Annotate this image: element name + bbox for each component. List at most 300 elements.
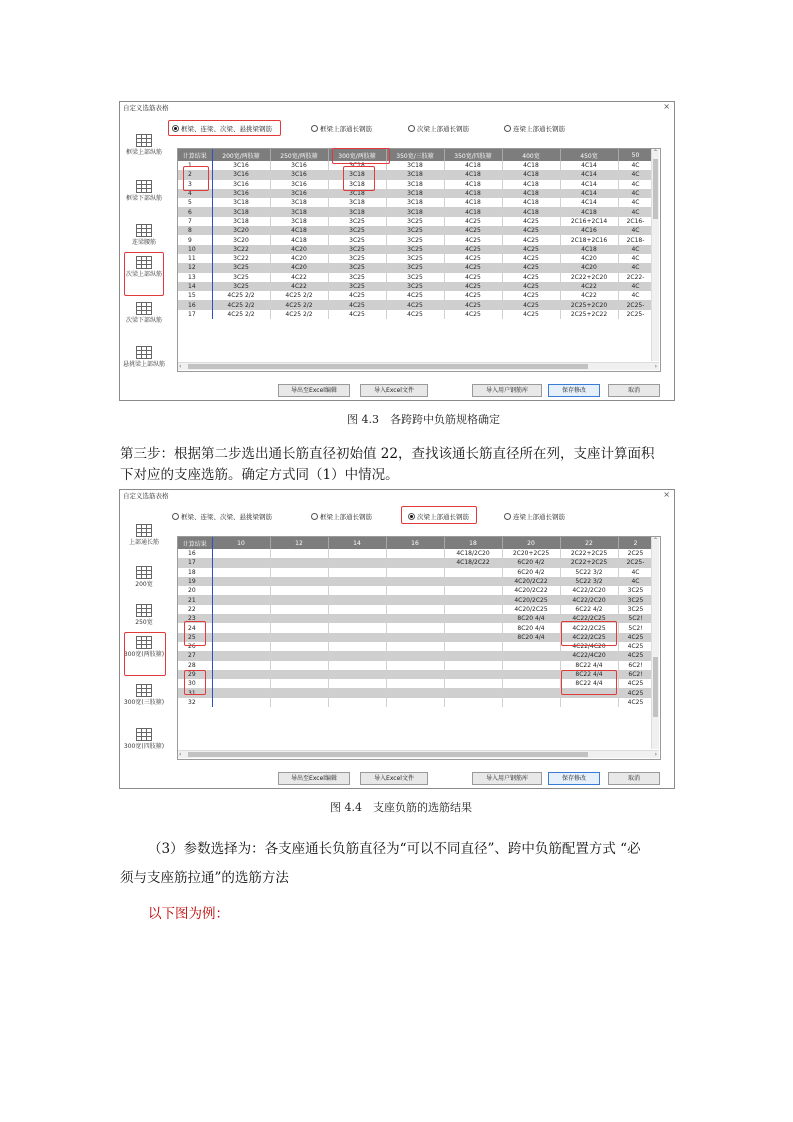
table-cell[interactable]: 4C25 xyxy=(444,245,502,254)
table-cell[interactable] xyxy=(212,670,270,679)
table-cell[interactable] xyxy=(444,577,502,586)
row-index-cell[interactable]: 17 xyxy=(178,310,212,319)
row-index-cell[interactable]: 30 xyxy=(178,679,212,688)
table-cell[interactable]: 4C18 xyxy=(444,189,502,198)
sidebar-item-cantilever-top[interactable] xyxy=(122,346,166,369)
scroll-thumb[interactable] xyxy=(188,752,588,757)
table-cell[interactable] xyxy=(386,670,444,679)
radio-link-top[interactable] xyxy=(504,124,565,133)
row-index-cell[interactable]: 8 xyxy=(178,226,212,235)
column-header-result[interactable]: 计算结果 xyxy=(178,149,212,161)
column-header[interactable]: 22 xyxy=(560,537,618,549)
table-cell[interactable]: 3C22 xyxy=(212,254,270,263)
table-cell[interactable]: 2C25- xyxy=(618,310,653,319)
radio-link-top[interactable] xyxy=(504,512,565,521)
sidebar-item-200[interactable] xyxy=(122,566,166,589)
horizontal-scrollbar[interactable] xyxy=(178,362,659,370)
row-index-cell[interactable]: 9 xyxy=(178,235,212,244)
table-cell[interactable] xyxy=(328,549,386,558)
table-row[interactable] xyxy=(178,605,653,614)
table-cell[interactable]: 4C xyxy=(618,263,653,272)
table-cell[interactable]: 4C25 xyxy=(618,651,653,660)
row-index-cell[interactable]: 7 xyxy=(178,217,212,226)
row-index-cell[interactable]: 14 xyxy=(178,282,212,291)
row-index-cell[interactable]: 2 xyxy=(178,170,212,179)
close-icon[interactable]: × xyxy=(663,490,670,499)
table-row[interactable] xyxy=(178,245,653,254)
table-row[interactable] xyxy=(178,273,653,282)
sidebar-item-secondary-bottom[interactable] xyxy=(122,302,166,325)
column-header[interactable]: 450宽 xyxy=(560,149,618,161)
table-cell[interactable]: 4C25 xyxy=(502,291,560,300)
table-cell[interactable] xyxy=(328,679,386,688)
row-index-cell[interactable]: 27 xyxy=(178,651,212,660)
table-row[interactable] xyxy=(178,235,653,244)
table-cell[interactable]: 3C16 xyxy=(270,161,328,170)
table-cell[interactable] xyxy=(502,679,560,688)
table-cell[interactable] xyxy=(502,688,560,697)
table-cell[interactable]: 4C25 2/2 xyxy=(212,291,270,300)
table-cell[interactable] xyxy=(444,688,502,697)
table-cell[interactable] xyxy=(270,698,328,707)
table-cell[interactable] xyxy=(444,642,502,651)
table-cell[interactable]: 4C25 xyxy=(502,235,560,244)
scroll-thumb[interactable] xyxy=(188,364,588,369)
table-cell[interactable]: 3C22 xyxy=(212,245,270,254)
table-cell[interactable]: 4C25 2/2 xyxy=(212,310,270,319)
table-cell[interactable]: 4C20 xyxy=(270,245,328,254)
table-cell[interactable]: 4C25 xyxy=(386,310,444,319)
table-cell[interactable]: 3C18 xyxy=(270,207,328,216)
table-cell[interactable]: 4C20/2C25 xyxy=(502,595,560,604)
sidebar-item-link-waist[interactable] xyxy=(122,224,166,247)
table-cell[interactable]: 4C18 xyxy=(270,226,328,235)
column-header[interactable]: 14 xyxy=(328,537,386,549)
table-cell[interactable]: 4C25 xyxy=(328,310,386,319)
table-cell[interactable]: 8C20 4/4 xyxy=(502,614,560,623)
table-cell[interactable]: 4C xyxy=(618,577,653,586)
table-cell[interactable] xyxy=(328,651,386,660)
export-excel-button[interactable]: 导出至Excel编辑 xyxy=(278,384,350,397)
table-row[interactable] xyxy=(178,263,653,272)
table-cell[interactable] xyxy=(212,558,270,567)
table-cell[interactable]: 4C25 2/2 xyxy=(270,291,328,300)
table-cell[interactable] xyxy=(444,698,502,707)
table-cell[interactable] xyxy=(212,698,270,707)
table-cell[interactable]: 2C25 xyxy=(618,549,653,558)
row-index-cell[interactable]: 11 xyxy=(178,254,212,263)
table-cell[interactable]: 3C25 xyxy=(212,273,270,282)
import-library-button[interactable]: 导入用户钢筋库 xyxy=(472,772,542,785)
table-cell[interactable] xyxy=(386,642,444,651)
table-cell[interactable]: 4C25 xyxy=(444,282,502,291)
table-cell[interactable] xyxy=(328,605,386,614)
table-cell[interactable] xyxy=(502,651,560,660)
cancel-button[interactable]: 取消 xyxy=(608,384,660,397)
table-cell[interactable]: 4C14 xyxy=(560,189,618,198)
table-cell[interactable] xyxy=(386,623,444,632)
table-cell[interactable]: 4C18 xyxy=(444,161,502,170)
table-cell[interactable] xyxy=(386,595,444,604)
table-cell[interactable]: 3C18 xyxy=(328,180,386,189)
table-cell[interactable]: 2C25+2C22 xyxy=(560,310,618,319)
export-excel-button[interactable]: 导出至Excel编辑 xyxy=(278,772,350,785)
table-cell[interactable]: 4C xyxy=(618,254,653,263)
table-cell[interactable]: 4C xyxy=(618,226,653,235)
table-cell[interactable] xyxy=(444,661,502,670)
table-cell[interactable]: 4C25 xyxy=(444,310,502,319)
table-cell[interactable] xyxy=(270,605,328,614)
horizontal-scrollbar[interactable] xyxy=(178,750,659,758)
close-icon[interactable]: × xyxy=(663,102,670,111)
column-header[interactable]: 20 xyxy=(502,537,560,549)
table-cell[interactable]: 4C20/2C22 xyxy=(502,586,560,595)
table-cell[interactable]: 4C20/2C25 xyxy=(502,605,560,614)
table-cell[interactable] xyxy=(386,688,444,697)
table-cell[interactable] xyxy=(212,623,270,632)
table-cell[interactable]: 4C25 xyxy=(618,698,653,707)
table-cell[interactable]: 4C xyxy=(618,189,653,198)
table-cell[interactable] xyxy=(270,558,328,567)
scroll-thumb[interactable] xyxy=(653,657,658,717)
scroll-left-icon[interactable]: ‹ xyxy=(179,363,182,370)
table-cell[interactable] xyxy=(328,698,386,707)
table-cell[interactable]: 4C xyxy=(618,180,653,189)
table-cell[interactable]: 3C25 xyxy=(212,282,270,291)
table-cell[interactable] xyxy=(444,614,502,623)
column-header[interactable]: 350宽/三肢箍 xyxy=(386,149,444,161)
table-cell[interactable]: 4C20 xyxy=(270,254,328,263)
table-cell[interactable] xyxy=(212,688,270,697)
table-cell[interactable] xyxy=(270,595,328,604)
table-cell[interactable]: 8C20 4/4 xyxy=(502,623,560,632)
table-cell[interactable]: 3C18 xyxy=(270,198,328,207)
table-cell[interactable] xyxy=(386,605,444,614)
table-row[interactable] xyxy=(178,226,653,235)
table-cell[interactable]: 3C25 xyxy=(386,254,444,263)
table-cell[interactable]: 4C25 xyxy=(502,300,560,309)
table-cell[interactable] xyxy=(270,642,328,651)
table-cell[interactable] xyxy=(502,670,560,679)
column-header[interactable]: 50 xyxy=(618,149,653,161)
row-index-cell[interactable]: 25 xyxy=(178,633,212,642)
table-cell[interactable]: 4C25 xyxy=(444,226,502,235)
table-cell[interactable]: 3C18 xyxy=(328,170,386,179)
table-row[interactable] xyxy=(178,207,653,216)
table-cell[interactable]: 4C20 xyxy=(560,263,618,272)
table-cell[interactable] xyxy=(386,586,444,595)
table-cell[interactable]: 3C25 xyxy=(328,226,386,235)
table-cell[interactable]: 3C25 xyxy=(618,586,653,595)
table-cell[interactable]: 3C18 xyxy=(386,180,444,189)
table-cell[interactable]: 4C xyxy=(618,198,653,207)
table-cell[interactable]: 4C20 xyxy=(270,263,328,272)
table-cell[interactable]: 4C xyxy=(618,245,653,254)
row-index-cell[interactable]: 29 xyxy=(178,670,212,679)
table-cell[interactable] xyxy=(328,577,386,586)
table-cell[interactable] xyxy=(386,614,444,623)
table-cell[interactable] xyxy=(212,586,270,595)
table-cell[interactable]: 3C20 xyxy=(212,235,270,244)
table-cell[interactable]: 4C25 xyxy=(502,226,560,235)
table-cell[interactable]: 3C25 xyxy=(328,254,386,263)
table-cell[interactable] xyxy=(328,661,386,670)
row-index-cell[interactable]: 20 xyxy=(178,586,212,595)
table-cell[interactable]: 4C22/4C20 xyxy=(560,651,618,660)
table-cell[interactable] xyxy=(328,614,386,623)
radio-beam-all[interactable] xyxy=(172,512,272,521)
table-cell[interactable] xyxy=(212,614,270,623)
scroll-up-icon[interactable]: ⌃ xyxy=(653,537,659,544)
table-cell[interactable]: 4C xyxy=(618,291,653,300)
table-cell[interactable]: 4C18 xyxy=(502,170,560,179)
table-cell[interactable] xyxy=(386,661,444,670)
table-cell[interactable] xyxy=(212,549,270,558)
table-cell[interactable]: 4C22 xyxy=(560,282,618,291)
scroll-thumb[interactable] xyxy=(653,159,658,219)
table-cell[interactable] xyxy=(444,595,502,604)
table-row[interactable] xyxy=(178,549,653,558)
row-index-cell[interactable]: 31 xyxy=(178,688,212,697)
table-cell[interactable]: 3C16 xyxy=(270,170,328,179)
table-cell[interactable]: 4C22/2C25 xyxy=(560,623,618,632)
table-cell[interactable]: 3C18 xyxy=(328,161,386,170)
table-cell[interactable]: 3C16 xyxy=(270,180,328,189)
table-cell[interactable] xyxy=(212,577,270,586)
table-row[interactable] xyxy=(178,661,653,670)
column-header[interactable]: 400宽 xyxy=(502,149,560,161)
table-cell[interactable] xyxy=(270,586,328,595)
table-cell[interactable]: 3C25 xyxy=(386,226,444,235)
table-cell[interactable] xyxy=(270,679,328,688)
table-row[interactable] xyxy=(178,161,653,170)
table-cell[interactable]: 3C25 xyxy=(618,605,653,614)
table-cell[interactable]: 3C25 xyxy=(212,263,270,272)
table-cell[interactable]: 3C18 xyxy=(386,198,444,207)
table-cell[interactable]: 4C25 xyxy=(328,300,386,309)
table-cell[interactable] xyxy=(212,679,270,688)
table-cell[interactable]: 4C xyxy=(618,568,653,577)
table-cell[interactable]: 3C25 xyxy=(328,263,386,272)
table-cell[interactable] xyxy=(212,642,270,651)
table-cell[interactable]: 4C25 xyxy=(502,263,560,272)
column-header[interactable]: 200宽/两肢箍 xyxy=(212,149,270,161)
table-cell[interactable]: 4C25 xyxy=(444,300,502,309)
table-cell[interactable] xyxy=(444,568,502,577)
table-row[interactable] xyxy=(178,558,653,567)
table-cell[interactable]: 4C25 xyxy=(502,245,560,254)
table-cell[interactable] xyxy=(270,670,328,679)
table-row[interactable] xyxy=(178,180,653,189)
table-cell[interactable] xyxy=(270,568,328,577)
table-cell[interactable]: 3C25 xyxy=(386,235,444,244)
table-cell[interactable]: 4C18 xyxy=(444,180,502,189)
table-cell[interactable] xyxy=(212,661,270,670)
row-index-cell[interactable]: 17 xyxy=(178,558,212,567)
radio-frame-top[interactable] xyxy=(311,124,372,133)
table-cell[interactable]: 4C25 2/2 xyxy=(212,300,270,309)
table-cell[interactable]: 2C25- xyxy=(618,300,653,309)
table-cell[interactable] xyxy=(270,651,328,660)
cancel-button[interactable]: 取消 xyxy=(608,772,660,785)
table-cell[interactable]: 4C25 xyxy=(444,273,502,282)
table-cell[interactable]: 5C22 3/2 xyxy=(560,568,618,577)
row-index-cell[interactable]: 15 xyxy=(178,291,212,300)
table-cell[interactable]: 2C16+2C14 xyxy=(560,217,618,226)
table-cell[interactable] xyxy=(444,670,502,679)
row-index-cell[interactable]: 5 xyxy=(178,198,212,207)
scroll-up-icon[interactable]: ⌃ xyxy=(653,149,659,156)
table-cell[interactable]: 4C25 xyxy=(618,633,653,642)
column-header[interactable]: 10 xyxy=(212,537,270,549)
table-cell[interactable] xyxy=(560,698,618,707)
table-cell[interactable]: 3C25 xyxy=(328,217,386,226)
table-cell[interactable]: 2C22- xyxy=(618,273,653,282)
table-cell[interactable]: 8C22 4/4 xyxy=(560,661,618,670)
table-cell[interactable] xyxy=(444,679,502,688)
table-cell[interactable]: 3C25 xyxy=(386,263,444,272)
table-cell[interactable]: 4C25 xyxy=(444,254,502,263)
table-cell[interactable]: 2C22+2C25 xyxy=(560,549,618,558)
column-header[interactable]: 300宽/两肢箍 xyxy=(328,149,386,161)
vertical-scrollbar[interactable] xyxy=(651,149,659,361)
table-cell[interactable]: 5C2! xyxy=(618,614,653,623)
table-cell[interactable]: 4C25 xyxy=(618,642,653,651)
row-index-cell[interactable]: 1 xyxy=(178,161,212,170)
table-cell[interactable]: 4C25 xyxy=(502,273,560,282)
table-cell[interactable] xyxy=(270,623,328,632)
table-cell[interactable] xyxy=(328,623,386,632)
table-cell[interactable] xyxy=(386,679,444,688)
table-cell[interactable]: 2C16- xyxy=(618,217,653,226)
table-cell[interactable]: 4C25 xyxy=(444,217,502,226)
table-cell[interactable]: 4C22/2C20 xyxy=(560,586,618,595)
table-cell[interactable]: 4C25 xyxy=(386,300,444,309)
table-cell[interactable]: 3C16 xyxy=(212,170,270,179)
table-cell[interactable]: 4C22/4C20 xyxy=(560,642,618,651)
table-cell[interactable] xyxy=(270,549,328,558)
table-cell[interactable]: 4C14 xyxy=(560,180,618,189)
table-cell[interactable]: 4C22/2C20 xyxy=(560,595,618,604)
table-cell[interactable] xyxy=(328,558,386,567)
import-excel-button[interactable]: 导入Excel文件 xyxy=(360,384,428,397)
table-cell[interactable] xyxy=(328,670,386,679)
row-index-cell[interactable]: 28 xyxy=(178,661,212,670)
table-cell[interactable]: 3C16 xyxy=(270,189,328,198)
table-cell[interactable]: 4C18 xyxy=(502,198,560,207)
table-cell[interactable] xyxy=(270,661,328,670)
table-row[interactable] xyxy=(178,189,653,198)
table-cell[interactable]: 4C25 xyxy=(502,254,560,263)
table-cell[interactable]: 2C18+2C16 xyxy=(560,235,618,244)
table-cell[interactable]: 4C18 xyxy=(560,207,618,216)
table-cell[interactable]: 3C18 xyxy=(386,189,444,198)
table-cell[interactable]: 3C25 xyxy=(328,245,386,254)
row-index-cell[interactable]: 18 xyxy=(178,568,212,577)
import-excel-button[interactable]: 导入Excel文件 xyxy=(360,772,428,785)
table-row[interactable] xyxy=(178,595,653,604)
table-cell[interactable]: 2C22+2C20 xyxy=(560,273,618,282)
column-header[interactable]: 18 xyxy=(444,537,502,549)
table-cell[interactable]: 4C22 xyxy=(560,291,618,300)
table-cell[interactable]: 4C xyxy=(618,207,653,216)
table-cell[interactable]: 4C25 xyxy=(618,679,653,688)
table-cell[interactable]: 3C18 xyxy=(212,207,270,216)
save-button[interactable]: 保存修改 xyxy=(548,384,600,397)
table-cell[interactable] xyxy=(328,688,386,697)
table-cell[interactable]: 4C25 xyxy=(618,688,653,697)
table-row[interactable] xyxy=(178,651,653,660)
row-index-cell[interactable]: 6 xyxy=(178,207,212,216)
row-index-cell[interactable]: 16 xyxy=(178,300,212,309)
table-cell[interactable]: 4C14 xyxy=(560,170,618,179)
row-index-cell[interactable]: 19 xyxy=(178,577,212,586)
table-cell[interactable]: 4C22 xyxy=(270,273,328,282)
table-cell[interactable] xyxy=(386,651,444,660)
table-cell[interactable]: 4C xyxy=(618,161,653,170)
table-cell[interactable]: 4C xyxy=(618,282,653,291)
table-cell[interactable] xyxy=(444,651,502,660)
table-cell[interactable] xyxy=(386,698,444,707)
table-cell[interactable] xyxy=(386,577,444,586)
scroll-right-icon[interactable]: › xyxy=(654,363,657,370)
table-cell[interactable]: 4C22/2C25 xyxy=(560,633,618,642)
table-cell[interactable]: 3C18 xyxy=(328,189,386,198)
table-cell[interactable] xyxy=(444,586,502,595)
table-cell[interactable]: 4C18 xyxy=(270,235,328,244)
table-cell[interactable]: 3C25 xyxy=(328,282,386,291)
table-row[interactable] xyxy=(178,577,653,586)
table-cell[interactable] xyxy=(270,577,328,586)
table-cell[interactable] xyxy=(328,595,386,604)
table-cell[interactable]: 3C18 xyxy=(386,161,444,170)
table-cell[interactable]: 3C25 xyxy=(618,595,653,604)
table-cell[interactable]: 4C18/2C20 xyxy=(444,549,502,558)
sidebar-item-frame-bottom[interactable] xyxy=(122,180,166,203)
table-cell[interactable] xyxy=(212,651,270,660)
table-cell[interactable]: 3C25 xyxy=(328,273,386,282)
table-row[interactable] xyxy=(178,300,653,309)
table-cell[interactable]: 3C25 xyxy=(386,273,444,282)
table-cell[interactable]: 3C25 xyxy=(386,217,444,226)
table-cell[interactable]: 6C22 4/2 xyxy=(560,605,618,614)
table-cell[interactable] xyxy=(444,633,502,642)
table-cell[interactable] xyxy=(386,558,444,567)
table-cell[interactable]: 4C18 xyxy=(444,198,502,207)
table-cell[interactable]: 5C2! xyxy=(618,623,653,632)
table-cell[interactable]: 3C18 xyxy=(328,198,386,207)
table-cell[interactable]: 4C20 xyxy=(560,254,618,263)
sidebar-item-250[interactable] xyxy=(122,604,166,627)
row-index-cell[interactable]: 23 xyxy=(178,614,212,623)
table-cell[interactable]: 4C25 2/2 xyxy=(270,310,328,319)
table-row[interactable] xyxy=(178,310,653,319)
import-library-button[interactable]: 导入用户钢筋库 xyxy=(472,384,542,397)
table-cell[interactable]: 2C25+2C20 xyxy=(560,300,618,309)
table-cell[interactable]: 8C20 4/4 xyxy=(502,633,560,642)
table-cell[interactable]: 3C25 xyxy=(386,282,444,291)
table-cell[interactable] xyxy=(328,633,386,642)
table-cell[interactable] xyxy=(212,568,270,577)
sidebar-item-frame-top[interactable] xyxy=(122,134,166,157)
table-row[interactable] xyxy=(178,217,653,226)
table-cell[interactable]: 4C25 xyxy=(386,291,444,300)
column-header[interactable]: 2 xyxy=(618,537,653,549)
table-cell[interactable]: 4C18/2C22 xyxy=(444,558,502,567)
table-cell[interactable]: 6C20 4/2 xyxy=(502,568,560,577)
table-cell[interactable]: 3C25 xyxy=(328,235,386,244)
table-cell[interactable]: 4C14 xyxy=(560,161,618,170)
